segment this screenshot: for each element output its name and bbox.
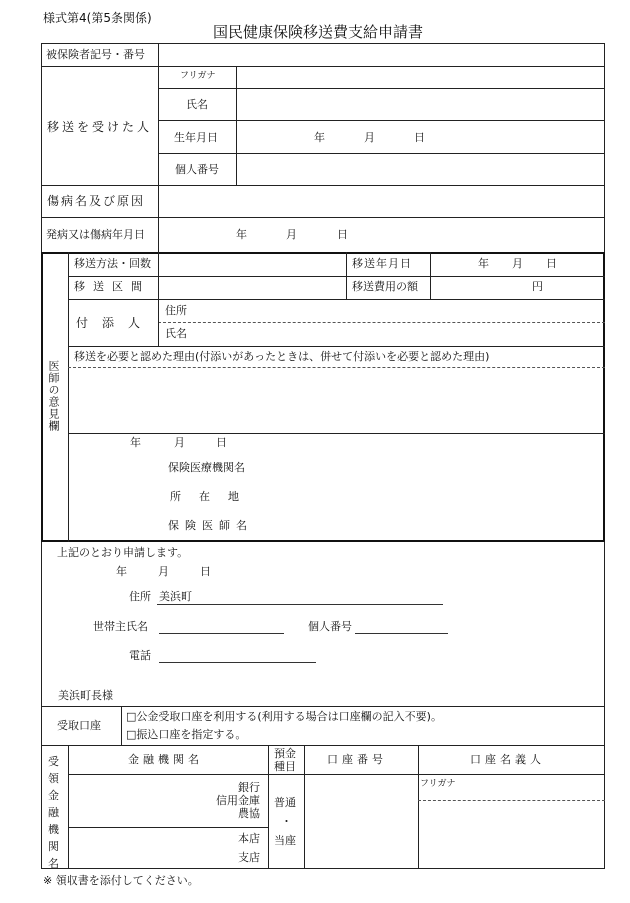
birth-year: 年 (314, 131, 325, 144)
institution-label: 保険医療機関名 (168, 461, 245, 474)
transport-date-label: 移送年月日 (352, 257, 412, 270)
name-label: 氏名 (186, 98, 208, 111)
sign-month: 月 (174, 436, 185, 449)
application-day: 日 (200, 565, 211, 578)
application-month: 月 (158, 565, 169, 578)
applicant-address-value[interactable]: 美浜町 (159, 590, 192, 603)
bank-type-bank: 銀行 (238, 781, 260, 794)
receipt-account-label: 受取口座 (57, 719, 101, 732)
bank-section-label: 受領金融機関名 (48, 755, 59, 870)
physician-label: 保険医師名 (168, 519, 253, 532)
institution-header: 金融機関名 (128, 753, 203, 766)
deposit-type-header-2: 種目 (274, 760, 296, 773)
bank-type-shinkin: 信用金庫 (216, 794, 260, 807)
insured-table (41, 43, 605, 253)
onset-year: 年 (236, 228, 247, 241)
attendant-label: 付添人 (76, 316, 155, 330)
transport-year: 年 (478, 257, 489, 270)
holder-furigana-label: フリガナ (420, 779, 456, 789)
form-number: 様式第4(第5条関係) (43, 11, 152, 25)
attendant-name-label: 氏名 (165, 327, 187, 340)
attendant-address-label: 住所 (165, 304, 187, 317)
doctor-section-label: 医師の意見欄 (47, 360, 60, 432)
application-year: 年 (116, 565, 127, 578)
option-public-account[interactable]: □公金受取口座を利用する(利用する場合は口座欄の記入不要)。 (126, 710, 442, 723)
branch-type-main: 本店 (238, 832, 260, 845)
furigana-label: フリガナ (180, 71, 216, 81)
personal-number-label: 個人番号 (175, 163, 219, 176)
account-number-header: 口座番号 (327, 753, 387, 766)
onset-day: 日 (337, 228, 348, 241)
deposit-option-current: 当座 (274, 834, 296, 847)
transport-day: 日 (546, 257, 557, 270)
form-title: 国民健康保険移送費支給申請書 (213, 23, 424, 41)
birth-month: 月 (364, 131, 375, 144)
applicant-personal-number-label: 個人番号 (308, 620, 352, 633)
onset-label: 発病又は傷病年月日 (46, 228, 145, 241)
householder-name-label: 世帯主氏名 (93, 620, 148, 633)
birthdate-label: 生年月日 (174, 131, 218, 144)
account-holder-header: 口座名義人 (470, 753, 545, 766)
doctor-opinion-box (41, 252, 605, 542)
symbol-number-label: 被保険者記号・番号 (46, 48, 145, 61)
sign-day: 日 (216, 436, 227, 449)
footer-note: ※ 領収書を添付してください。 (43, 874, 199, 887)
deposit-type-header-1: 預金 (274, 747, 296, 760)
transport-month: 月 (512, 257, 523, 270)
option-transfer-account[interactable]: □振込口座を指定する。 (126, 728, 247, 741)
applicant-address-label: 住所 (129, 590, 151, 603)
reason-label: 移送を必要と認めた理由(付添いがあったときは、併せて付添いを必要と認めた理由) (74, 350, 490, 363)
addressee: 美浜町長様 (58, 689, 113, 702)
application-statement: 上記のとおり申請します。 (57, 546, 189, 559)
cost-unit: 円 (532, 280, 543, 293)
phone-label: 電話 (129, 649, 151, 662)
location-label: 所在地 (170, 490, 257, 503)
method-label: 移送方法・回数 (74, 257, 151, 270)
sign-year: 年 (130, 436, 141, 449)
route-label: 移送区間 (74, 280, 150, 293)
illness-name-label: 傷病名及び原因 (47, 194, 146, 208)
deposit-option-ordinary: 普通 (274, 796, 296, 809)
bank-type-nokyo: 農協 (238, 807, 260, 820)
deposit-option-separator: ・ (281, 815, 292, 828)
cost-label: 移送費用の額 (352, 280, 418, 293)
onset-month: 月 (286, 228, 297, 241)
transported-person-label: 移送を受けた人 (47, 120, 153, 134)
birth-day: 日 (414, 131, 425, 144)
branch-type-branch: 支店 (238, 851, 260, 864)
